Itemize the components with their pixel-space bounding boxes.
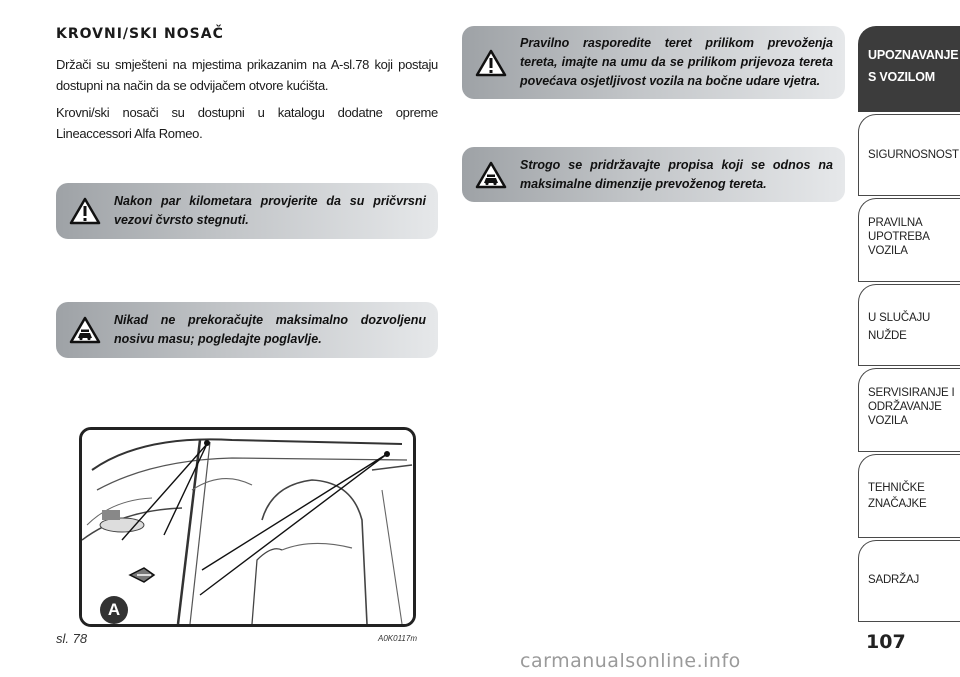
sidebar-tab-upoznavanje[interactable]: [858, 26, 960, 112]
chapter-sidebar: [858, 26, 960, 622]
warning-text-2: Nikad ne prekoračujte maksimalno dozvoljenu nosivu masu; pogledajte poglavlje.: [114, 313, 426, 346]
paragraph-1: Držači su smješteni na mjestima prikazanim na A-sl.78 koji postaju dostupni na način da se odvijačem otvore kućišta.: [56, 57, 438, 93]
tab-label-line: SERVISIRANJE I: [868, 387, 955, 399]
page-number: 107: [866, 631, 906, 653]
tab-label-line: ODRŽAVANJE: [868, 401, 942, 413]
figure-marker-a: A: [107, 600, 121, 619]
warning-text-1: Nakon par kilometara provjerite da su pričvrsni vezovi čvrsto stegnuti.: [114, 194, 426, 227]
tab-label-line: NUŽDE: [868, 330, 907, 342]
warning-box-3: [462, 26, 845, 99]
sidebar-tab-u-slucaju-nuzde[interactable]: [858, 284, 960, 366]
vehicle-load-triangle-icon: [462, 161, 520, 189]
tab-label-line: UPOTREBA: [868, 231, 930, 243]
tab-label-line: VOZILA: [868, 245, 908, 257]
watermark: carmanualsonline.info: [520, 650, 741, 672]
sidebar-tab-pravilna-upotreba[interactable]: [858, 198, 960, 282]
vehicle-load-triangle-icon: [56, 316, 114, 344]
warning-box-2: [56, 302, 438, 358]
tab-label-line: SIGURNOSNOST: [868, 149, 959, 161]
warning-text-4: Strogo se pridržavajte propisa koji se odnos na maksimalne dimenzije prevoženog tereta.: [520, 157, 833, 191]
sidebar-tab-tehnicke-znacajke[interactable]: [858, 454, 960, 538]
warning-box-1: [56, 183, 438, 239]
warning-text-3: Pravilno rasporedite teret prilikom prevoženja tereta, imajte na umu da se prilikom prijevoza tereta povećava osjetljivost vozila na bočne udare vjetra.: [520, 36, 833, 88]
sidebar-tab-sigurnosnost[interactable]: [858, 114, 960, 196]
figure-caption: sl. 78: [56, 631, 88, 646]
warning-triangle-icon: [462, 49, 520, 77]
tab-label-line: SADRŽAJ: [868, 574, 919, 586]
tab-label-line: PRAVILNA: [868, 217, 923, 229]
paragraph-2: Krovni/ski nosači su dostupni u katalogu dodatne opreme Lineaccessori Alfa Romeo.: [56, 105, 438, 141]
roof-rack-mount-illustration: [79, 427, 416, 627]
tab-label-line: VOZILA: [868, 415, 908, 427]
warning-triangle-icon: [56, 197, 114, 225]
tab-label-line: ZNAČAJKE: [868, 498, 927, 510]
warning-box-4: [462, 147, 845, 202]
tab-label-line: TEHNIČKE: [868, 482, 925, 494]
tab-label-line: S VOZILOM: [868, 70, 935, 84]
sidebar-tab-sadrzaj[interactable]: [858, 540, 960, 622]
tab-label-line: UPOZNAVANJE: [868, 48, 959, 62]
tab-label-line: U SLUČAJU: [868, 312, 931, 324]
figure-code: A0K0117m: [378, 634, 417, 643]
sidebar-tab-servisiranje[interactable]: [858, 368, 960, 452]
section-title: KROVNI/SKI NOSAČ: [56, 26, 224, 42]
